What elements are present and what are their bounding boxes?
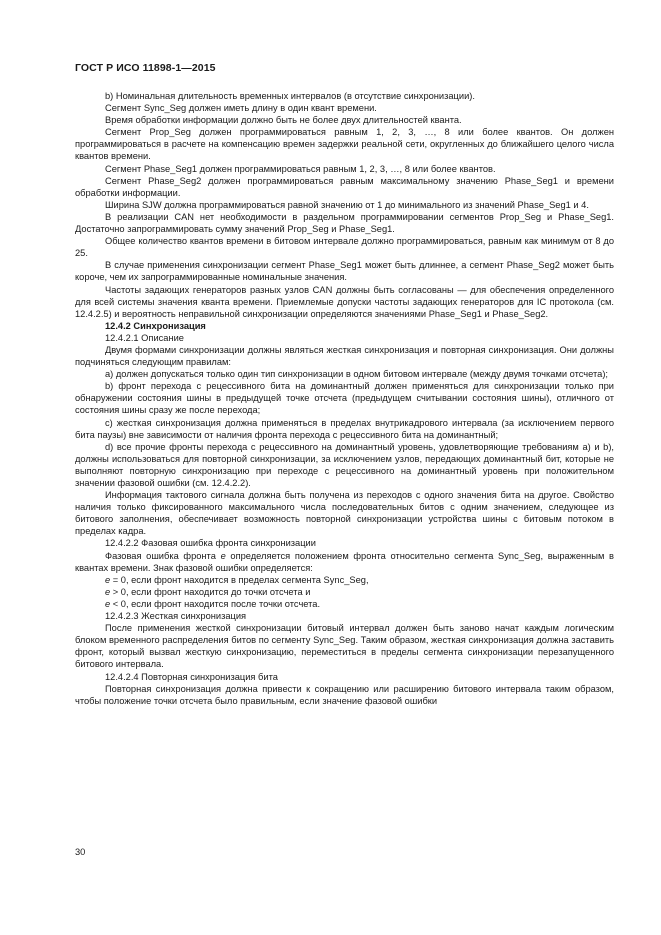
- list-item: b) фронт перехода с рецессивного бита на доминантный должен применяться для синхронизации только при обнаружении состояния шины в предыдущей точке отсчета (предыдущем считывании состояния шины), отличного от состояния шины сразу же после перехода;: [75, 381, 614, 416]
- paragraph: Информация тактового сигнала должна быть получена из переходов с одного значения бита на другое. Свойство наличия только фиксированного максимального числа последовательных битов с одним значением, следующее из битового заполнения, обеспечивает возможность повторной синхронизации устройства шины с битовым потоком в пределах кадра.: [75, 490, 614, 537]
- subsection-heading: 12.4.2.3 Жесткая синхронизация: [105, 611, 247, 622]
- paragraph: Сегмент Prop_Seg должен программироваться равным 1, 2, 3, …, 8 или более квантов. Он должен программироваться в расчете на компенсацию времен задержки реальной сети, округленных до ближайшего целого числа квантов времени.: [75, 127, 614, 162]
- list-item: c) жесткая синхронизация должна применяться в пределах внутрикадрового интервала (за исключением первого бита паузы) вне зависимости от наличия фронта перехода с рецессивного бита на доминантный;: [75, 417, 614, 440]
- list-item: a) должен допускаться только один тип синхронизации в одном битовом интервале (между двумя точками отсчета);: [105, 369, 609, 380]
- variable-e: e: [105, 574, 111, 585]
- page-header: ГОСТ Р ИСО 11898-1—2015: [75, 62, 216, 74]
- list-item: [75, 598, 614, 610]
- variable-e: e: [220, 550, 226, 561]
- list-item: [75, 574, 614, 586]
- text-run: Фазовая ошибка фронта: [105, 550, 221, 561]
- paragraph: В реализации CAN нет необходимости в раздельном программировании сегментов Prop_Seg и Phase_Seg1. Достаточно запрограммировать сумму значений Prop_Seg и Phase_Seg1.: [75, 211, 614, 235]
- paragraph: Повторная синхронизация должна привести к сокращению или расширению битового интервала таким образом, чтобы положение точки отсчета было правильным, если значение фазовой ошибки: [75, 683, 614, 706]
- paragraph: После применения жесткой синхронизации битовый интервал должен быть заново начат каждым логическим блоком временного распределения битов по сегменту Sync_Seg. Таким образом, жесткая синхронизация должна заставить фронт, который вызвал жесткую синхронизацию, переместиться в пределы сегмента синхронизации перезапущенного битового интервала.: [75, 623, 614, 670]
- paragraph: Время обработки информации должно быть не более двух длительностей кванта.: [105, 115, 462, 126]
- subsection-heading: 12.4.2.2 Фазовая ошибка фронта синхронизации: [105, 538, 316, 549]
- page-number: 30: [75, 847, 86, 857]
- paragraph: Общее количество квантов времени в битовом интервале должно программироваться, равным как минимум от 8 до 25.: [75, 236, 614, 259]
- section-heading: 12.4.2 Синхронизация: [105, 320, 206, 331]
- paragraph: Ширина SJW должна программироваться равной значению от 1 до минимального из значений Phase_Seg1 и 4.: [105, 199, 589, 210]
- variable-e: e: [105, 586, 111, 597]
- paragraph: Двумя формами синхронизации должны являться жесткая синхронизация и повторная синхронизация. Они должны подчиняться следующим правилам:: [75, 344, 614, 368]
- text-run: определяется положением фронта относительно сегмента Sync_Seg, выраженным в квантах времени. Знак фазовой ошибки определяется:: [75, 550, 614, 573]
- text-run: < 0, если фронт находится после точки отсчета.: [110, 598, 321, 609]
- paragraph: b) Номинальная длительность временных интервалов (в отсутствие синхронизации).: [105, 91, 475, 101]
- text-run: > 0, если фронт находится до точки отсчета и: [110, 586, 311, 597]
- paragraph: Частоты задающих генераторов разных узлов CAN должны быть согласованы — для обеспечения определенного для всей системы значения кванта времени. Приемлемые допуски частоты задающих генераторов для IC протокола (см. 12.4.2.5) и вероятность неправильной синхронизации определяются значениями Phase_Seg1 и Phase_Seg2.: [75, 284, 614, 319]
- paragraph: В случае применения синхронизации сегмент Phase_Seg1 может быть длиннее, а сегмент Phase_Seg2 может быть короче, чем их запрограммированные номинальные значения.: [75, 260, 614, 283]
- subsection-heading: 12.4.2.4 Повторная синхронизация бита: [105, 671, 278, 682]
- document-body: [75, 90, 614, 707]
- text-run: = 0, если фронт находится в пределах сегмента Sync_Seg,: [110, 574, 369, 585]
- list-item: [75, 586, 614, 598]
- subsection-heading: 12.4.2.1 Описание: [105, 332, 184, 343]
- paragraph: Сегмент Phase_Seg1 должен программироваться равным 1, 2, 3, …, 8 или более квантов.: [105, 163, 496, 174]
- list-item: d) все прочие фронты перехода с рецессивного на доминантный уровень, удовлетворяющие требованиям a) и b), должны использоваться для повторной синхронизации, за исключением узлов, передающих доминантный бит, которые не выполняют повторную синхронизацию при переходе с рецессивного на доминантный уровень при положительном значении фазовой ошибки (см. 12.4.2.2).: [75, 441, 614, 488]
- paragraph: [75, 550, 614, 574]
- paragraph: Сегмент Sync_Seg должен иметь длину в один квант времени.: [105, 103, 377, 114]
- paragraph: Сегмент Phase_Seg2 должен программироваться равным максимальному значению Phase_Seg1 и времени обработки информации.: [75, 175, 614, 198]
- variable-e: e: [105, 598, 111, 609]
